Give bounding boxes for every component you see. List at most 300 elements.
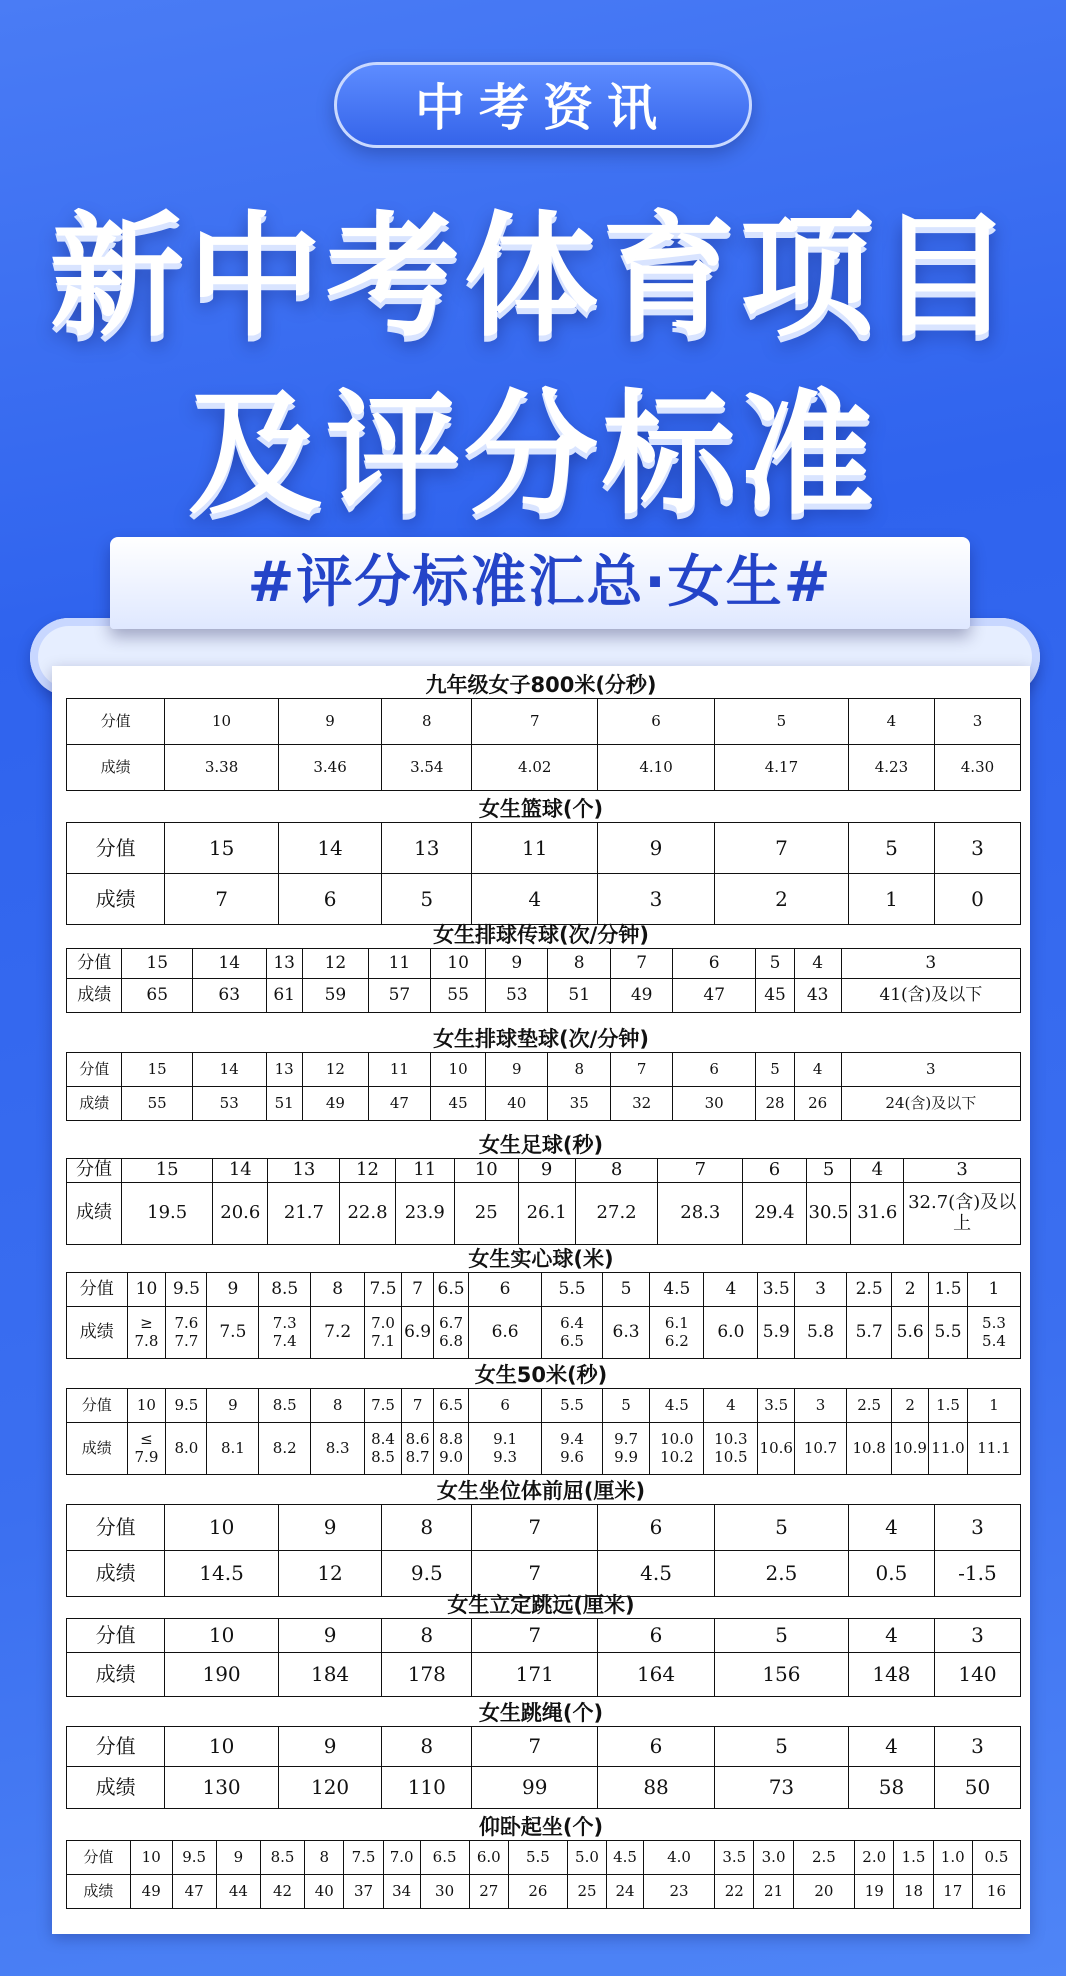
result-cell: 2 bbox=[714, 874, 848, 925]
result-cell: 35 bbox=[548, 1087, 611, 1121]
result-cell: 17 bbox=[933, 1875, 972, 1909]
score-cell: 4 bbox=[848, 1619, 934, 1653]
score-cell: 6.5 bbox=[434, 1389, 469, 1423]
score-sheet bbox=[52, 666, 1030, 1934]
score-row bbox=[67, 1159, 1021, 1183]
result-cell: 5.6 bbox=[892, 1307, 929, 1359]
score-cell: 2 bbox=[892, 1273, 929, 1307]
score-cell: 4.5 bbox=[607, 1841, 644, 1875]
score-cell: 10 bbox=[165, 1727, 279, 1767]
result-cell: 164 bbox=[598, 1653, 715, 1697]
score-cell: 15 bbox=[122, 1053, 192, 1087]
score-cell: 1.0 bbox=[933, 1841, 972, 1875]
result-cell: 3.46 bbox=[278, 745, 381, 791]
score-cell: 10 bbox=[430, 1053, 485, 1087]
result-cell: 5.9 bbox=[758, 1307, 795, 1359]
score-label: 分值 bbox=[67, 1619, 165, 1653]
section-title: 女生实心球(米) bbox=[468, 1247, 614, 1271]
score-cell: 10 bbox=[130, 1841, 172, 1875]
score-cell: 6 bbox=[598, 1505, 715, 1551]
result-cell: 10.3 10.5 bbox=[704, 1423, 758, 1475]
score-table bbox=[66, 1726, 1021, 1809]
score-cell: 8 bbox=[311, 1273, 365, 1307]
result-cell: 42 bbox=[260, 1875, 304, 1909]
result-cell: 11.1 bbox=[967, 1423, 1020, 1475]
result-cell: 57 bbox=[368, 979, 430, 1013]
result-cell: 6.7 6.8 bbox=[434, 1307, 469, 1359]
score-cell: 1.5 bbox=[894, 1841, 933, 1875]
score-table bbox=[66, 1388, 1021, 1475]
result-cell: 31.6 bbox=[851, 1183, 904, 1245]
result-cell: 22 bbox=[715, 1875, 754, 1909]
result-cell: 130 bbox=[165, 1767, 279, 1809]
score-cell: 5 bbox=[714, 699, 848, 745]
result-cell: 40 bbox=[486, 1087, 548, 1121]
score-cell: 5 bbox=[714, 1505, 848, 1551]
result-cell: 53 bbox=[486, 979, 548, 1013]
result-row bbox=[67, 1423, 1021, 1475]
score-label: 分值 bbox=[67, 1505, 165, 1551]
score-cell: 10 bbox=[165, 1505, 279, 1551]
score-cell: 6.5 bbox=[434, 1273, 469, 1307]
result-cell: 50 bbox=[934, 1767, 1020, 1809]
score-cell: 3 bbox=[795, 1273, 847, 1307]
result-row bbox=[67, 1875, 1021, 1909]
score-row bbox=[67, 1273, 1021, 1307]
result-row bbox=[67, 874, 1021, 925]
result-cell: 28 bbox=[756, 1087, 794, 1121]
result-cell: 1 bbox=[848, 874, 934, 925]
score-cell: 5 bbox=[848, 823, 934, 874]
result-cell: 14.5 bbox=[165, 1551, 279, 1597]
score-cell: 9 bbox=[486, 1053, 548, 1087]
score-label: 分值 bbox=[67, 1273, 128, 1307]
score-cell: 8 bbox=[311, 1389, 365, 1423]
score-cell: 6 bbox=[673, 1053, 756, 1087]
result-cell: 26.1 bbox=[518, 1183, 575, 1245]
score-cell: 4 bbox=[848, 699, 934, 745]
score-cell: 9.5 bbox=[166, 1389, 207, 1423]
result-cell: 3.38 bbox=[165, 745, 279, 791]
section-title: 女生篮球(个) bbox=[478, 797, 604, 821]
score-cell: 5 bbox=[714, 1727, 848, 1767]
score-cell: 7 bbox=[401, 1273, 433, 1307]
result-cell: 4.30 bbox=[934, 745, 1020, 791]
result-cell: 24 bbox=[607, 1875, 644, 1909]
result-cell: 6.1 6.2 bbox=[650, 1307, 704, 1359]
score-cell: 1.5 bbox=[929, 1273, 968, 1307]
result-cell: 51 bbox=[548, 979, 611, 1013]
score-cell: 8 bbox=[575, 1159, 658, 1183]
score-label: 分值 bbox=[67, 699, 165, 745]
score-cell: 12 bbox=[302, 1053, 368, 1087]
score-label: 分值 bbox=[67, 949, 122, 979]
score-cell: 1.5 bbox=[929, 1389, 968, 1423]
result-cell: 45 bbox=[756, 979, 794, 1013]
score-cell: 12 bbox=[340, 1159, 395, 1183]
score-cell: 13 bbox=[268, 1159, 340, 1183]
score-cell: 9 bbox=[278, 1619, 381, 1653]
result-label: 成绩 bbox=[67, 1551, 165, 1597]
section-title: 女生坐位体前屈(厘米) bbox=[436, 1479, 646, 1503]
result-cell: 140 bbox=[934, 1653, 1020, 1697]
score-cell: 10 bbox=[127, 1273, 166, 1307]
result-cell: 44 bbox=[216, 1875, 260, 1909]
result-cell: 10.8 bbox=[846, 1423, 891, 1475]
result-cell: 30.5 bbox=[806, 1183, 851, 1245]
result-label: 成绩 bbox=[67, 1087, 122, 1121]
score-cell: 11 bbox=[368, 949, 430, 979]
result-cell: 18 bbox=[894, 1875, 933, 1909]
section-title: 女生跳绳(个) bbox=[478, 1701, 604, 1725]
result-cell: 5.8 bbox=[795, 1307, 847, 1359]
result-row bbox=[67, 1767, 1021, 1809]
result-cell: 25 bbox=[567, 1875, 606, 1909]
score-cell: 6 bbox=[468, 1273, 541, 1307]
score-cell: 7 bbox=[658, 1159, 743, 1183]
result-cell: 58 bbox=[848, 1767, 934, 1809]
score-cell: 7 bbox=[472, 1505, 598, 1551]
score-cell: 9 bbox=[278, 1727, 381, 1767]
score-cell: 8.5 bbox=[260, 1841, 304, 1875]
score-cell: 5 bbox=[602, 1273, 650, 1307]
score-cell: 11 bbox=[395, 1159, 454, 1183]
result-cell: 5.7 bbox=[846, 1307, 891, 1359]
score-row bbox=[67, 1053, 1021, 1087]
score-cell: 9 bbox=[518, 1159, 575, 1183]
result-cell: 8.0 bbox=[166, 1423, 207, 1475]
result-cell: 28.3 bbox=[658, 1183, 743, 1245]
result-cell: 7 bbox=[472, 1551, 598, 1597]
result-cell: 4.17 bbox=[714, 745, 848, 791]
score-cell: 4.5 bbox=[650, 1273, 704, 1307]
result-row bbox=[67, 745, 1021, 791]
score-cell: 10 bbox=[165, 699, 279, 745]
score-cell: 5 bbox=[602, 1389, 650, 1423]
score-cell: 2.5 bbox=[846, 1389, 891, 1423]
score-row bbox=[67, 1505, 1021, 1551]
result-cell: 7.0 7.1 bbox=[365, 1307, 402, 1359]
score-table bbox=[66, 1272, 1021, 1359]
score-cell: 4 bbox=[848, 1727, 934, 1767]
score-row bbox=[67, 1619, 1021, 1653]
score-row bbox=[67, 823, 1021, 874]
result-cell: 88 bbox=[598, 1767, 715, 1809]
score-table bbox=[66, 1504, 1021, 1597]
result-cell: 0.5 bbox=[848, 1551, 934, 1597]
score-cell: 4 bbox=[704, 1389, 758, 1423]
result-cell: 41(含)及以下 bbox=[841, 979, 1020, 1013]
score-cell: 7 bbox=[611, 1053, 673, 1087]
score-cell: 7 bbox=[714, 823, 848, 874]
result-cell: 45 bbox=[430, 1087, 485, 1121]
result-cell: 5.5 bbox=[929, 1307, 968, 1359]
score-cell: 9 bbox=[216, 1841, 260, 1875]
section-title: 女生立定跳远(厘米) bbox=[447, 1593, 635, 1617]
result-cell: 8.3 bbox=[311, 1423, 365, 1475]
result-cell: 6.0 bbox=[704, 1307, 758, 1359]
score-cell: 3 bbox=[934, 823, 1020, 874]
score-cell: 11 bbox=[472, 823, 598, 874]
result-cell: 47 bbox=[368, 1087, 430, 1121]
result-label: 成绩 bbox=[67, 874, 165, 925]
result-row bbox=[67, 1653, 1021, 1697]
score-cell: 4 bbox=[848, 1505, 934, 1551]
result-cell: 30 bbox=[673, 1087, 756, 1121]
result-cell: 8.8 9.0 bbox=[434, 1423, 469, 1475]
result-cell: 27 bbox=[469, 1875, 508, 1909]
result-cell: 110 bbox=[382, 1767, 472, 1809]
score-label: 分值 bbox=[67, 1159, 122, 1183]
result-cell: 20.6 bbox=[213, 1183, 268, 1245]
result-cell: 8.4 8.5 bbox=[365, 1423, 402, 1475]
result-cell: 6.4 6.5 bbox=[542, 1307, 603, 1359]
score-table bbox=[66, 1052, 1021, 1121]
score-cell: 15 bbox=[122, 949, 192, 979]
result-label: 成绩 bbox=[67, 1183, 122, 1245]
section-title: 女生排球传球(次/分钟) bbox=[433, 923, 649, 947]
result-cell: 61 bbox=[266, 979, 302, 1013]
result-cell: 21.7 bbox=[268, 1183, 340, 1245]
score-cell: 0.5 bbox=[972, 1841, 1020, 1875]
score-cell: 8.5 bbox=[259, 1389, 311, 1423]
result-cell: 8.6 8.7 bbox=[401, 1423, 433, 1475]
score-cell: 13 bbox=[382, 823, 472, 874]
main-title-line1: 新中考体育项目 bbox=[49, 199, 1016, 355]
result-cell: 51 bbox=[266, 1087, 302, 1121]
score-cell: 5.0 bbox=[567, 1841, 606, 1875]
score-label: 分值 bbox=[67, 1053, 122, 1087]
score-cell: 2 bbox=[892, 1389, 929, 1423]
score-cell: 6 bbox=[743, 1159, 807, 1183]
result-label: 成绩 bbox=[67, 1307, 128, 1359]
score-cell: 3 bbox=[934, 1619, 1020, 1653]
result-cell: 47 bbox=[673, 979, 756, 1013]
result-cell: 120 bbox=[278, 1767, 381, 1809]
score-table bbox=[66, 698, 1021, 791]
score-cell: 4 bbox=[794, 1053, 841, 1087]
result-cell: 63 bbox=[192, 979, 266, 1013]
result-cell: ≤ 7.9 bbox=[127, 1423, 166, 1475]
result-row bbox=[67, 979, 1021, 1013]
score-cell: 6 bbox=[598, 1727, 715, 1767]
result-cell: 4 bbox=[472, 874, 598, 925]
score-cell: 7 bbox=[401, 1389, 433, 1423]
result-cell: 99 bbox=[472, 1767, 598, 1809]
result-cell: 27.2 bbox=[575, 1183, 658, 1245]
result-cell: 29.4 bbox=[743, 1183, 807, 1245]
score-cell: 4 bbox=[794, 949, 841, 979]
score-cell: 15 bbox=[165, 823, 279, 874]
section-title: 女生50米(秒) bbox=[474, 1363, 608, 1387]
score-cell: 3 bbox=[934, 1727, 1020, 1767]
result-label: 成绩 bbox=[67, 1875, 131, 1909]
result-cell: 23.9 bbox=[395, 1183, 454, 1245]
result-label: 成绩 bbox=[67, 1423, 128, 1475]
score-cell: 14 bbox=[213, 1159, 268, 1183]
result-cell: 24(含)及以下 bbox=[841, 1087, 1020, 1121]
main-title-line2: 及评分标准 bbox=[187, 377, 878, 533]
score-cell: 10 bbox=[127, 1389, 166, 1423]
score-row bbox=[67, 1841, 1021, 1875]
score-cell: 3 bbox=[934, 699, 1020, 745]
score-cell: 2.0 bbox=[855, 1841, 894, 1875]
score-cell: 6 bbox=[598, 1619, 715, 1653]
score-cell: 8 bbox=[305, 1841, 344, 1875]
score-cell: 4 bbox=[851, 1159, 904, 1183]
result-cell: 6.6 bbox=[468, 1307, 541, 1359]
result-cell: 26 bbox=[508, 1875, 567, 1909]
result-cell: 2.5 bbox=[714, 1551, 848, 1597]
score-cell: 2.5 bbox=[846, 1273, 891, 1307]
result-cell: 6.9 bbox=[401, 1307, 433, 1359]
result-cell: 7.2 bbox=[311, 1307, 365, 1359]
score-label: 分值 bbox=[67, 1841, 131, 1875]
section-title: 女生排球垫球(次/分钟) bbox=[433, 1027, 649, 1051]
score-table bbox=[66, 1618, 1021, 1697]
score-cell: 4.0 bbox=[643, 1841, 714, 1875]
result-cell: 171 bbox=[472, 1653, 598, 1697]
result-row bbox=[67, 1307, 1021, 1359]
result-cell: -1.5 bbox=[934, 1551, 1020, 1597]
section-title: 九年级女子800米(分秒) bbox=[425, 673, 657, 697]
result-cell: 55 bbox=[430, 979, 485, 1013]
result-cell: 9.1 9.3 bbox=[468, 1423, 541, 1475]
result-cell: 178 bbox=[382, 1653, 472, 1697]
score-cell: 3 bbox=[795, 1389, 847, 1423]
result-cell: 34 bbox=[383, 1875, 420, 1909]
result-cell: 40 bbox=[305, 1875, 344, 1909]
score-cell: 7 bbox=[472, 699, 598, 745]
score-cell: 5 bbox=[806, 1159, 851, 1183]
result-label: 成绩 bbox=[67, 1653, 165, 1697]
score-cell: 9.5 bbox=[172, 1841, 216, 1875]
result-cell: 73 bbox=[714, 1767, 848, 1809]
result-cell: 10.0 10.2 bbox=[650, 1423, 704, 1475]
score-cell: 8 bbox=[382, 1505, 472, 1551]
score-cell: 1 bbox=[967, 1389, 1020, 1423]
result-label: 成绩 bbox=[67, 979, 122, 1013]
score-cell: 7 bbox=[472, 1727, 598, 1767]
result-cell: 49 bbox=[302, 1087, 368, 1121]
result-label: 成绩 bbox=[67, 1767, 165, 1809]
result-cell: 23 bbox=[643, 1875, 714, 1909]
score-cell: 4 bbox=[704, 1273, 758, 1307]
score-cell: 9 bbox=[278, 699, 381, 745]
score-cell: 6 bbox=[598, 699, 715, 745]
score-cell: 11 bbox=[368, 1053, 430, 1087]
score-cell: 10 bbox=[165, 1619, 279, 1653]
score-cell: 7 bbox=[611, 949, 673, 979]
result-cell: 59 bbox=[302, 979, 368, 1013]
score-cell: 8.5 bbox=[259, 1273, 311, 1307]
score-cell: 6 bbox=[673, 949, 756, 979]
score-cell: 9 bbox=[207, 1273, 259, 1307]
score-table bbox=[66, 948, 1021, 1013]
score-row bbox=[67, 949, 1021, 979]
score-cell: 4.5 bbox=[650, 1389, 704, 1423]
news-badge: 中考资讯 bbox=[334, 62, 752, 148]
result-cell: 4.5 bbox=[598, 1551, 715, 1597]
score-cell: 8 bbox=[548, 949, 611, 979]
score-cell: 3 bbox=[934, 1505, 1020, 1551]
result-cell: 7 bbox=[165, 874, 279, 925]
result-cell: 37 bbox=[344, 1875, 383, 1909]
score-cell: 6 bbox=[468, 1389, 541, 1423]
score-cell: 5.5 bbox=[542, 1273, 603, 1307]
subtitle-ribbon: #评分标准汇总·女生# bbox=[110, 537, 970, 629]
score-cell: 7.5 bbox=[365, 1273, 402, 1307]
score-cell: 13 bbox=[266, 1053, 302, 1087]
result-cell: 184 bbox=[278, 1653, 381, 1697]
result-cell: 30 bbox=[420, 1875, 469, 1909]
score-cell: 7 bbox=[472, 1619, 598, 1653]
result-cell: 49 bbox=[130, 1875, 172, 1909]
score-cell: 9 bbox=[486, 949, 548, 979]
score-cell: 5.5 bbox=[542, 1389, 603, 1423]
result-cell: 4.02 bbox=[472, 745, 598, 791]
section-title: 仰卧起坐(个) bbox=[478, 1815, 604, 1839]
result-cell: 55 bbox=[122, 1087, 192, 1121]
score-cell: 8 bbox=[382, 1727, 472, 1767]
result-cell: 5.3 5.4 bbox=[967, 1307, 1020, 1359]
score-cell: 10 bbox=[430, 949, 485, 979]
result-cell: 25 bbox=[454, 1183, 518, 1245]
result-cell: 190 bbox=[165, 1653, 279, 1697]
result-cell: 53 bbox=[192, 1087, 266, 1121]
score-cell: 12 bbox=[302, 949, 368, 979]
score-cell: 3.5 bbox=[715, 1841, 754, 1875]
result-cell: 19 bbox=[855, 1875, 894, 1909]
score-row bbox=[67, 1727, 1021, 1767]
result-cell: 9.7 9.9 bbox=[602, 1423, 650, 1475]
score-cell: 5 bbox=[756, 949, 794, 979]
result-cell: 7.3 7.4 bbox=[259, 1307, 311, 1359]
score-table bbox=[66, 822, 1021, 925]
score-cell: 7.5 bbox=[365, 1389, 402, 1423]
result-cell: 10.9 bbox=[892, 1423, 929, 1475]
result-label: 成绩 bbox=[67, 745, 165, 791]
result-cell: 8.2 bbox=[259, 1423, 311, 1475]
score-label: 分值 bbox=[67, 1389, 128, 1423]
result-cell: 32.7(含)及以上 bbox=[904, 1183, 1021, 1245]
score-row bbox=[67, 1389, 1021, 1423]
result-cell: 7.6 7.7 bbox=[166, 1307, 207, 1359]
score-cell: 7.0 bbox=[383, 1841, 420, 1875]
score-table bbox=[66, 1840, 1021, 1909]
score-row bbox=[67, 699, 1021, 745]
result-cell: 49 bbox=[611, 979, 673, 1013]
score-cell: 9 bbox=[278, 1505, 381, 1551]
result-cell: 26 bbox=[794, 1087, 841, 1121]
result-cell: 32 bbox=[611, 1087, 673, 1121]
score-cell: 8 bbox=[382, 699, 472, 745]
result-cell: 19.5 bbox=[122, 1183, 213, 1245]
result-cell: 9.5 bbox=[382, 1551, 472, 1597]
score-cell: 9 bbox=[207, 1389, 259, 1423]
score-cell: 5.5 bbox=[508, 1841, 567, 1875]
score-table bbox=[66, 1158, 1021, 1245]
score-cell: 13 bbox=[266, 949, 302, 979]
score-cell: 9.5 bbox=[166, 1273, 207, 1307]
score-label: 分值 bbox=[67, 1727, 165, 1767]
result-cell: 21 bbox=[754, 1875, 793, 1909]
result-cell: 65 bbox=[122, 979, 192, 1013]
score-cell: 14 bbox=[192, 1053, 266, 1087]
result-cell: 43 bbox=[794, 979, 841, 1013]
score-cell: 14 bbox=[278, 823, 381, 874]
score-cell: 3.5 bbox=[758, 1273, 795, 1307]
